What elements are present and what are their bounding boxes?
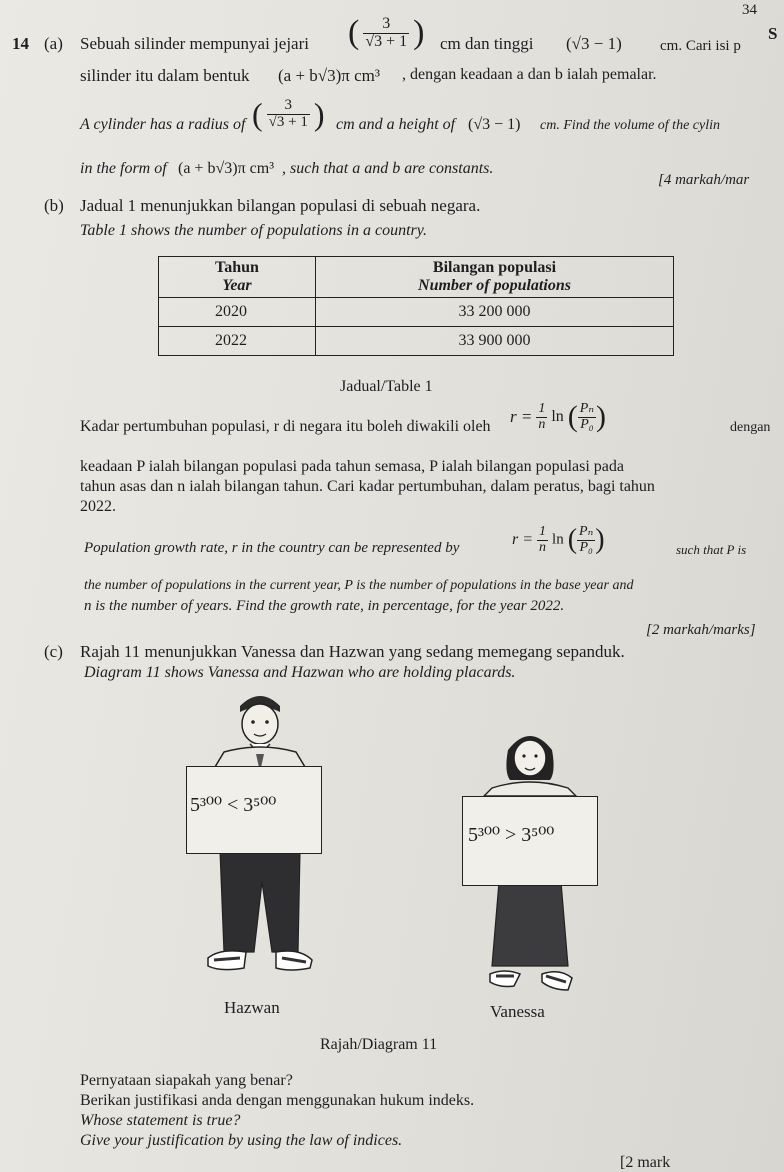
part-b-malay-intro: Jadual 1 menunjukkan bilangan populasi di sebuah negara.: [80, 196, 481, 215]
height-expr-1: (√3 − 1): [566, 34, 622, 53]
part-c-q-eng-1: Whose statement is true?: [80, 1112, 241, 1129]
row-year: 2020: [159, 298, 316, 327]
part-b-marks: [2 markah/marks]: [646, 622, 756, 638]
part-a-eng-3: cm. Find the volume of the cylin: [540, 118, 720, 133]
formula-one-eng: 1: [539, 523, 547, 539]
population-table: [158, 256, 674, 356]
part-b-malay-4: tahun asas dan n ialah bilangan tahun. Cari kadar pertumbuhan, dalam peratus, bagi tahun: [80, 478, 655, 495]
part-a-eng-2: cm and a height of: [336, 116, 456, 133]
part-b-malay-5: 2022.: [80, 498, 116, 515]
form-expr-1: (a + b√3)π cm³: [278, 66, 380, 85]
radius-numerator-eng: 3: [267, 98, 310, 115]
hazwan-placard-text: 5³⁰⁰ < 3⁵⁰⁰: [190, 794, 277, 816]
radius-fraction: ( $\frac{3}{√3 + 1}$ ): [348, 14, 425, 51]
formula-p0: P₀: [580, 416, 594, 432]
radius-fraction-eng: ( $\frac{3}{√3 + 1}$ ): [252, 96, 325, 132]
part-b-eng-1: Population growth rate, r in the country can be represented by: [84, 540, 460, 556]
part-c-marks: [2 mark: [620, 1154, 671, 1171]
formula-ln: ln: [551, 408, 564, 425]
part-b-eng-intro: Table 1 shows the number of populations in a country.: [80, 222, 427, 239]
part-c-label: (c): [44, 642, 63, 661]
part-a-malay-1: Sebuah silinder mempunyai jejari: [80, 34, 309, 53]
part-b-eng-3: the number of populations in the current year, P is the number of populations in the base year and: [84, 578, 634, 593]
formula-p0-eng: P₀: [579, 539, 593, 555]
table-header-row: [159, 257, 674, 298]
row-population: 33 200 000: [316, 298, 674, 327]
radius-denominator-eng: √3 + 1: [268, 114, 308, 130]
part-a-eng-1: A cylinder has a radius of: [80, 116, 246, 133]
page-number: 34: [742, 2, 757, 18]
formula-ln-eng: ln: [552, 531, 564, 548]
formula-n: n: [538, 416, 546, 432]
table-row: [159, 327, 674, 356]
header-year-malay: Tahun: [215, 259, 259, 276]
row-population: 33 900 000: [316, 327, 674, 356]
corner-letter: S: [768, 24, 778, 43]
question-number: 14: [12, 34, 29, 53]
header-year: [159, 257, 316, 298]
part-c-eng-intro: Diagram 11 shows Vanessa and Hazwan who are holding placards.: [84, 664, 516, 681]
formula-eng: r = $\frac{1}{n}$ ln ( $\frac{\text{Pₙ}}{\text{P₀}}$ ): [512, 523, 605, 555]
part-b-eng-2: such that P is: [676, 542, 747, 557]
part-a-malay-5: , dengan keadaan a dan b ialah pemalar.: [402, 66, 657, 83]
row-year: 2022: [159, 327, 316, 356]
part-a-malay-3: cm. Cari isi p: [660, 38, 741, 54]
part-b-eng-4: n is the number of years. Find the growth rate, in percentage, for the year 2022.: [84, 598, 565, 614]
formula-malay: r = $\frac{1}{n}$ ln ( $\frac{\text{Pₙ}}{\text{P₀}}$ ): [510, 400, 607, 433]
part-b-malay-2: dengan: [730, 420, 771, 435]
header-population: [316, 257, 674, 298]
hazwan-name: Hazwan: [224, 998, 280, 1017]
part-a-malay-2: cm dan tinggi: [440, 34, 534, 53]
form-expr-2: (a + b√3)π cm³: [178, 160, 274, 177]
table-row: [159, 298, 674, 327]
part-b-label: (b): [44, 196, 64, 215]
part-b-malay-3: keadaan P ialah bilangan populasi pada tahun semasa, P ialah bilangan populasi pada: [80, 458, 624, 475]
part-a-label: (a): [44, 34, 63, 53]
part-c-q-malay-1: Pernyataan siapakah yang benar?: [80, 1072, 293, 1089]
part-b-malay-1: Kadar pertumbuhan populasi, r di negara itu boleh diwakili oleh: [80, 418, 491, 435]
formula-one: 1: [538, 400, 546, 416]
diagram-caption: Rajah/Diagram 11: [320, 1036, 438, 1053]
header-population-malay: Bilangan populasi: [432, 259, 557, 276]
table-caption: Jadual/Table 1: [340, 378, 433, 395]
vanessa-name: Vanessa: [490, 1002, 545, 1021]
formula-pn-eng: Pₙ: [579, 523, 594, 539]
radius-numerator: 3: [363, 16, 409, 34]
part-a-malay-4: silinder itu dalam bentuk: [80, 66, 250, 85]
formula-r: r =: [510, 407, 533, 426]
height-expr-2: (√3 − 1): [468, 116, 521, 133]
vanessa-placard-text: 5³⁰⁰ > 3⁵⁰⁰: [468, 824, 555, 846]
part-a-eng-5: , such that a and b are constants.: [282, 160, 494, 177]
radius-denominator: √3 + 1: [365, 32, 408, 50]
formula-pn: Pₙ: [579, 400, 595, 416]
part-a-marks: [4 markah/mar: [658, 172, 750, 188]
part-a-eng-4: in the form of: [80, 160, 167, 177]
part-c-q-malay-2: Berikan justifikasi anda dengan menggunakan hukum indeks.: [80, 1092, 475, 1109]
part-c-malay-intro: Rajah 11 menunjukkan Vanessa dan Hazwan yang sedang memegang sepanduk.: [80, 642, 625, 661]
formula-n-eng: n: [539, 539, 547, 555]
header-population-eng: Number of populations: [418, 277, 571, 294]
part-c-q-eng-2: Give your justification by using the law of indices.: [80, 1132, 403, 1149]
header-year-eng: Year: [222, 277, 252, 294]
formula-r-eng: r =: [512, 531, 534, 548]
